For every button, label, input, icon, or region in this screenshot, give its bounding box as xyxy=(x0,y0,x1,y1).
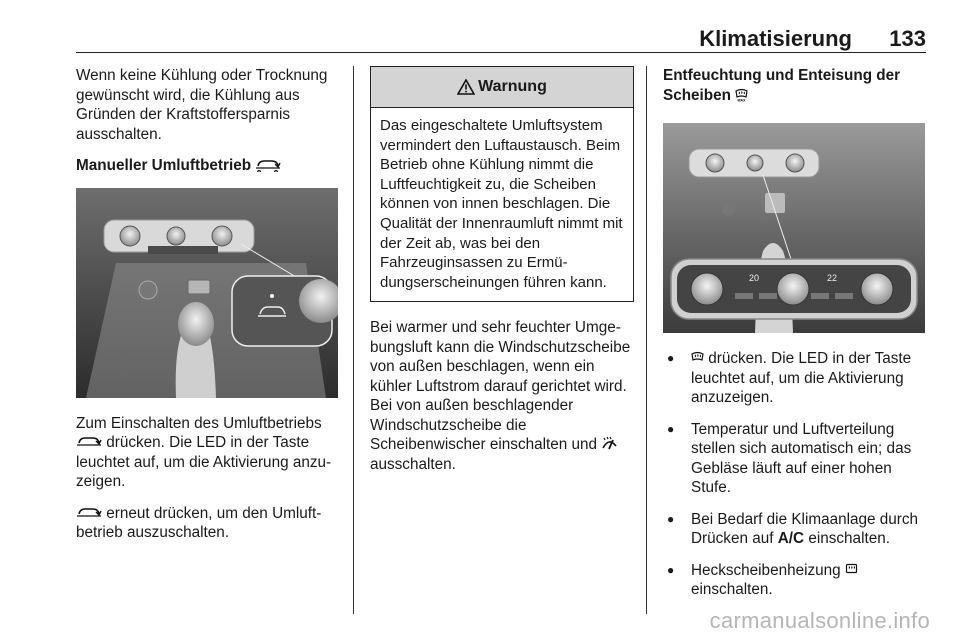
list-item: ● Heckscheibenheizung einschalten. xyxy=(663,561,927,600)
column-middle xyxy=(370,66,634,486)
recirculation-icon xyxy=(255,158,281,172)
page-number: 133 xyxy=(889,26,926,51)
list-item: ● drücken. Die LED in der Taste leuchtet auf, um die Aktivierung anzuzeigen. xyxy=(663,349,927,408)
page-title: Klimatisierung xyxy=(699,26,852,51)
section-heading-defrost: Entfeuchtung und Enteisung der Scheiben MAX xyxy=(663,67,901,104)
svg-text:MAX: MAX xyxy=(737,98,746,102)
page-header xyxy=(76,26,926,53)
wiper-icon xyxy=(601,436,617,451)
watermark: carmanualsonline.info xyxy=(709,608,930,633)
column-left xyxy=(76,66,340,555)
warning-box xyxy=(370,66,634,302)
list-item: ● Temperatur und Luftverteilung stellen sich automatisch ein; das Gebläse läuft auf einer hohen Stufe. xyxy=(663,420,927,498)
defrost-steps-list xyxy=(663,349,927,600)
intro-paragraph: Wenn keine Kühlung oder Trocknung gewünscht wird, die Kühlung aus Gründen der Kraftstoffersparnis ausschalten. xyxy=(76,67,328,143)
fogging-paragraph: Bei warmer und sehr feuchter Umgebungsluft kann die Windschutzscheibe von außen beschlagen, wenn ein kühler Luftstrom darauf gerichtet wird. Bei von außen beschlagender Windschutzscheibe die Scheibenwischer einschalten und ausschalten. xyxy=(370,319,631,473)
rear-window-heating-icon xyxy=(845,563,858,577)
recirculation-on-paragraph: Zum Einschalten des Umluftbetriebs drücken. Die LED in der Taste leuchtet auf, um die Aktivierung anzuzeigen. xyxy=(76,414,332,490)
windscreen-defrost-icon xyxy=(691,351,704,365)
temp-label-right: 22 xyxy=(827,273,838,283)
recirculation-icon xyxy=(76,435,102,449)
list-item: ● Bei Bedarf die Klimaanlage durch Drücken auf A/C einschalten. xyxy=(663,510,927,549)
section-heading-recirculation: Manueller Umluftbetrieb xyxy=(76,156,340,176)
ac-label: A/C xyxy=(777,530,805,547)
column-divider xyxy=(353,66,354,614)
temp-label-left: 20 xyxy=(749,273,760,283)
windscreen-defrost-icon xyxy=(735,88,748,102)
recirculation-icon xyxy=(76,506,102,520)
recirculation-off-paragraph: erneut drücken, um den Umluftbetrieb auszuschalten. xyxy=(76,504,322,541)
column-divider xyxy=(646,66,647,614)
warning-title: Warnung xyxy=(478,78,547,96)
warning-triangle-icon xyxy=(457,79,475,95)
defrost-panel-illustration xyxy=(663,123,925,333)
recirculation-button-illustration xyxy=(76,188,338,398)
column-right xyxy=(663,66,927,612)
warning-header xyxy=(371,67,633,108)
warning-text: Das eingeschaltete Umluftsystem vermindert den Luftaustausch. Beim Betrieb ohne Kühlung nimmt die Luftfeuchtigkeit zu, die Scheiben können von innen beschlagen. Die Qualität der Innenraumluft nimmt mit der Zeit ab, was bei den Fahrzeuginsassen zu Ermüdungserscheinungen führen kann. xyxy=(380,117,623,291)
